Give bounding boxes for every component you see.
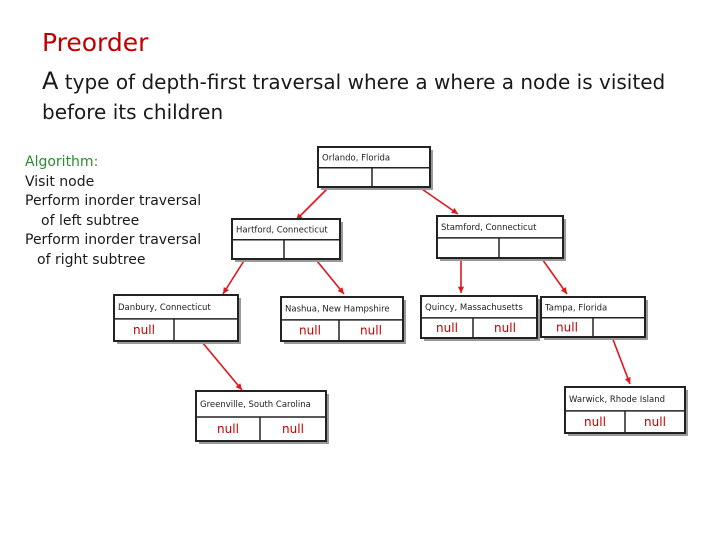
node-label: Nashua, New Hampshire [285, 304, 390, 315]
node-label: Greenville, South Carolina [200, 400, 311, 410]
tree-node-orlando [318, 147, 433, 190]
node-label: Tampa, Florida [545, 303, 608, 314]
left-pointer-null: null [299, 323, 321, 338]
tree-nodes [114, 147, 688, 444]
node-label: Danbury, Connecticut [118, 302, 211, 313]
algorithm-step-visit: Visit node [25, 173, 95, 190]
algorithm-step-left: Perform inorder traversal [25, 193, 202, 209]
page-title: Preorder [42, 28, 149, 57]
algorithm-step-left-cont: of left subtree [41, 212, 140, 229]
right-pointer-null: null [494, 320, 516, 335]
left-pointer-null: null [584, 414, 606, 429]
tree-node-tampa [541, 297, 648, 340]
arrowhead-icon [458, 287, 464, 293]
node-label: Warwick, Rhode Island [569, 394, 665, 405]
right-pointer-null: null [360, 323, 382, 338]
tree-node-quincy [421, 296, 540, 341]
tree-node-warwick [565, 387, 688, 436]
description-cap: A [42, 67, 59, 95]
right-pointer-null: null [282, 422, 304, 436]
tree-node-stamford [437, 216, 566, 261]
node-box [196, 391, 326, 441]
tree-edges [195, 176, 631, 390]
node-label: Hartford, Connecticut [236, 225, 328, 236]
description-rest: type of depth-first traversal where a where a node is visited before its children [42, 70, 666, 124]
left-pointer-null: null [436, 320, 458, 335]
arrowhead-icon [561, 287, 567, 294]
left-pointer-null: null [556, 320, 578, 335]
tree-node-nashua [281, 297, 406, 344]
algorithm-step-right: Perform inorder traversal [25, 232, 202, 248]
node-label: Orlando, Florida [322, 153, 391, 164]
node-label: Quincy, Massachusetts [425, 302, 523, 313]
tree-node-hartford [232, 219, 343, 262]
node-label: Stamford, Connecticut [441, 222, 537, 233]
tree-node-greenville [196, 391, 329, 444]
arrowhead-icon [451, 208, 458, 214]
left-pointer-null: null [217, 422, 239, 436]
right-pointer-null: null [644, 414, 666, 429]
algorithm-heading: Algorithm: [25, 154, 99, 170]
left-pointer-null: null [133, 322, 155, 337]
algorithm-step-right-cont: of right subtree [37, 251, 146, 268]
tree-node-danbury [114, 295, 241, 344]
